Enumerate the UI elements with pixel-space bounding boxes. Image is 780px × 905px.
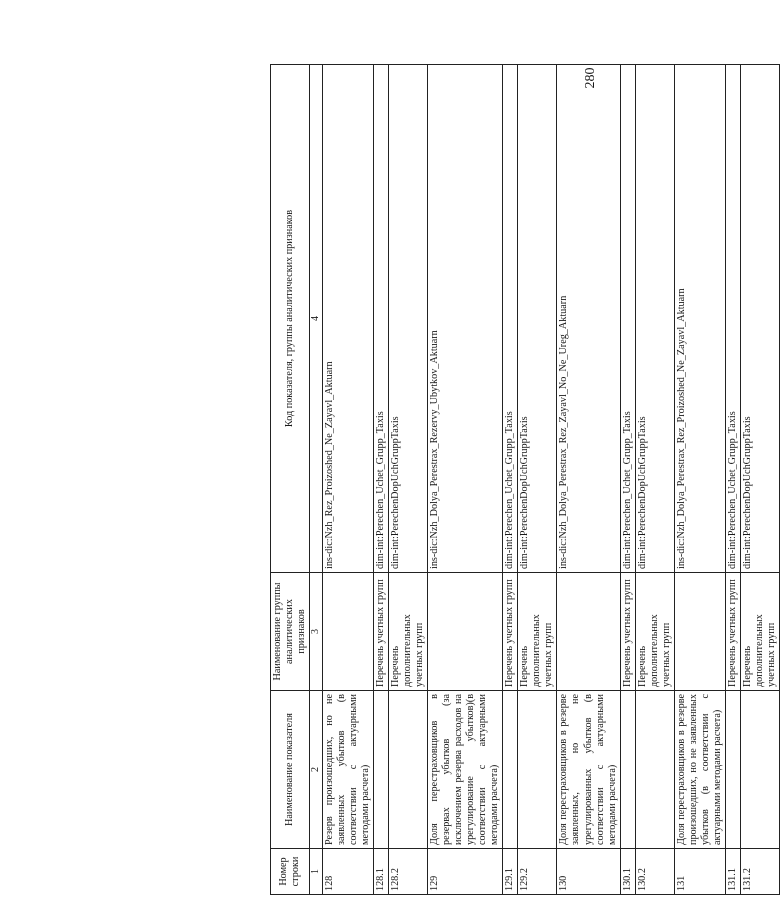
header-indicator-name: Наименование показателя xyxy=(271,691,310,849)
indicator-code: ins-dic:Nzh_Dolya_Perestrax_Rez_Zayavl_No_Ne_Ureg_Aktuarn xyxy=(557,65,620,573)
indicator-name: Доля перестраховщиков в резерве заявленных, но не урегулированных убытков (в соответствии с актуарными методами расчета) xyxy=(557,691,620,849)
rotated-table-frame xyxy=(270,65,777,895)
table-wrapper xyxy=(270,65,777,895)
indicator-name xyxy=(620,691,635,849)
row-number: 128.2 xyxy=(389,849,428,895)
indicator-code: dim-int:PerechenDopUchGruppTaxis xyxy=(635,65,674,573)
page-number: 280 xyxy=(583,67,598,89)
table-header-row xyxy=(271,65,310,895)
indicator-name xyxy=(740,691,779,849)
indicator-name: Резерв произошедших, но не заявленных убытков (в соответствии с актуарными методами расчета) xyxy=(322,691,373,849)
indicator-name: Доля перестраховщиков в резерве произошедших, но не заявленных убытков (в соответствии с актуарными методами расчета) xyxy=(674,691,725,849)
row-number: 128.1 xyxy=(374,849,389,895)
column-number: 1 xyxy=(310,849,323,895)
header-row-number: Номер строки xyxy=(271,849,310,895)
group-name: Перечень учетных групп xyxy=(725,573,740,691)
indicator-code: dim-int:Perechen_Uchet_Grupp_Taxis xyxy=(374,65,389,573)
header-group-name: Наименование группы аналитических признаков xyxy=(271,573,310,691)
column-number: 2 xyxy=(310,691,323,849)
indicator-code: dim-int:Perechen_Uchet_Grupp_Taxis xyxy=(620,65,635,573)
table-row xyxy=(620,65,635,895)
group-name: Перечень дополнительных учетных групп xyxy=(518,573,557,691)
table-row xyxy=(674,65,725,895)
table-row xyxy=(322,65,373,895)
table-row xyxy=(518,65,557,895)
indicator-name xyxy=(635,691,674,849)
row-number: 130.1 xyxy=(620,849,635,895)
table-row xyxy=(635,65,674,895)
group-name xyxy=(557,573,620,691)
indicator-code: dim-int:PerechenDopUchGruppTaxis xyxy=(389,65,428,573)
group-name xyxy=(428,573,503,691)
header-code: Код показателя, группы аналитических признаков xyxy=(271,65,310,573)
table-row xyxy=(725,65,740,895)
indicator-name xyxy=(725,691,740,849)
group-name: Перечень учетных групп xyxy=(503,573,518,691)
column-number: 4 xyxy=(310,65,323,573)
indicator-name xyxy=(389,691,428,849)
row-number: 129.1 xyxy=(503,849,518,895)
indicator-name: Доля перестраховщиков в резервах убытков (за исключением резерва расходов на урегулирование убытков)(в соответствии с актуарными методами расчета) xyxy=(428,691,503,849)
row-number: 131.1 xyxy=(725,849,740,895)
table-row xyxy=(557,65,620,895)
indicator-name xyxy=(374,691,389,849)
row-number: 130.2 xyxy=(635,849,674,895)
indicator-code: ins-dic:Nzh_Rez_Proizoshed_Ne_Zayavl_Aktuarn xyxy=(322,65,373,573)
group-name: Перечень дополнительных учетных групп xyxy=(389,573,428,691)
group-name: Перечень дополнительных учетных групп xyxy=(635,573,674,691)
column-number-row xyxy=(310,65,323,895)
row-number: 130 xyxy=(557,849,620,895)
row-number: 131 xyxy=(674,849,725,895)
group-name: Перечень учетных групп xyxy=(620,573,635,691)
table-row xyxy=(740,65,779,895)
table-row xyxy=(374,65,389,895)
row-number: 131.2 xyxy=(740,849,779,895)
indicator-name xyxy=(518,691,557,849)
group-name xyxy=(674,573,725,691)
group-name: Перечень дополнительных учетных групп xyxy=(740,573,779,691)
group-name xyxy=(322,573,373,691)
row-number: 128 xyxy=(322,849,373,895)
indicator-name xyxy=(503,691,518,849)
indicator-code: ins-dic:Nzh_Dolya_Perestrax_Rezervy_Ubytkov_Aktuarn xyxy=(428,65,503,573)
indicator-code: dim-int:Perechen_Uchet_Grupp_Taxis xyxy=(503,65,518,573)
indicator-table xyxy=(270,64,780,895)
indicator-code: dim-int:PerechenDopUchGruppTaxis xyxy=(518,65,557,573)
row-number: 129 xyxy=(428,849,503,895)
indicator-code: dim-int:Perechen_Uchet_Grupp_Taxis xyxy=(725,65,740,573)
table-row xyxy=(389,65,428,895)
table-row xyxy=(503,65,518,895)
table-row xyxy=(428,65,503,895)
row-number: 129.2 xyxy=(518,849,557,895)
group-name: Перечень учетных групп xyxy=(374,573,389,691)
indicator-code: dim-int:PerechenDopUchGruppTaxis xyxy=(740,65,779,573)
column-number: 3 xyxy=(310,573,323,691)
indicator-code: ins-dic:Nzh_Dolya_Perestrax_Rez_Proizoshed_Ne_Zayavl_Aktuarn xyxy=(674,65,725,573)
